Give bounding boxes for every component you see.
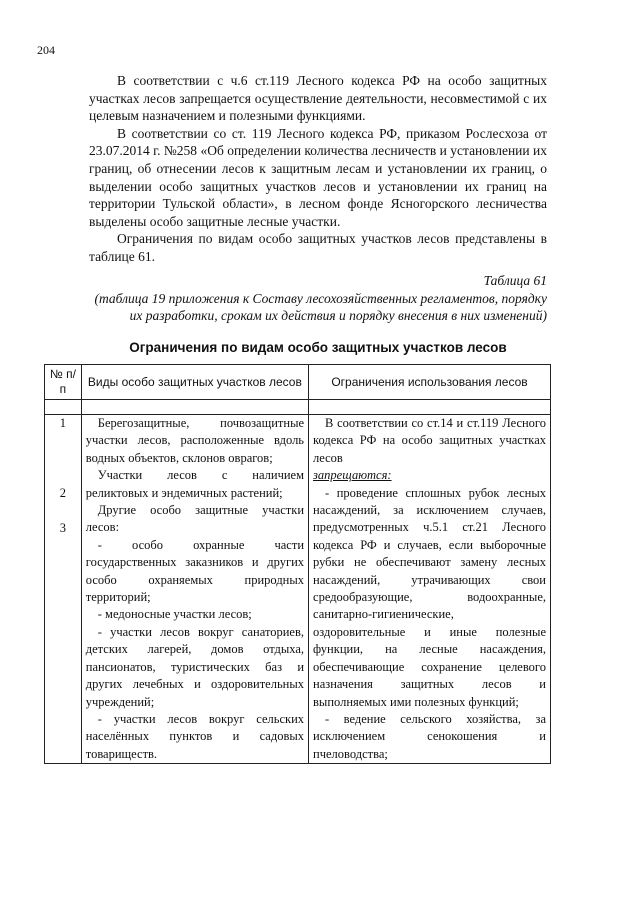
table-source-note: (таблица 19 приложения к Составу лесохозяйственных регламентов, порядку их разработки, срокам их действия и порядку внесения в них изменений) <box>94 290 547 324</box>
table-spacer-row <box>45 400 551 415</box>
table-title: Ограничения по видам особо защитных участков лесов <box>129 340 507 355</box>
type-item: - участки лесов вокруг сельских населённых пунктов и садовых товариществ. <box>85 711 305 761</box>
limit-item: - проведение сплошных рубок лесных насаждений, за исключением случаев, предусмотренных ч.5.1 ст.21 Лесного кодекса РФ и случаев, если выборочные рубки не обеспечивают замену лесных насаждений, утрачивающих свои средообразующие, водоохранные, санитарно-гигиенические, оздоровительные и иные полезные функции, на лесные насаждения, обеспечивающие сохранение целевого назначения защитных лесов и выполняемых ими полезных функций; <box>313 485 546 709</box>
types-cell <box>81 415 308 764</box>
body-text <box>89 72 547 266</box>
type-item: Берегозащитные, почвозащитные участки лесов, расположенные вдоль водных объектов, склонов оврагов; <box>85 416 305 465</box>
paragraph-3: Ограничения по видам особо защитных участков лесов представлены в таблице 61. <box>89 231 547 264</box>
type-item: Участки лесов с наличием реликтовых и эндемичных растений; <box>85 468 305 500</box>
table-row <box>45 415 551 764</box>
row-number-1: 1 <box>59 416 66 430</box>
type-item: - медоносные участки лесов; <box>97 607 252 622</box>
row-number-2: 2 <box>59 486 66 500</box>
paragraph-1: В соответствии с ч.6 ст.119 Лесного кодекса РФ на особо защитных участках лесов запрещается осуществление деятельности, несовместимой с их целевым назначением и полезными функциями. <box>89 73 547 124</box>
type-item: - участки лесов вокруг санаториев, детских лагерей, домов отдыха, пансионатов, туристических баз и других лечебных и оздоровительных учреждений; <box>85 624 305 709</box>
type-item: Другие особо защитные участки лесов: <box>85 503 305 535</box>
restrictions-table <box>44 364 551 764</box>
limit-item: - ведение сельского хозяйства, за исключением сенокошения и пчеловодства; <box>313 711 546 761</box>
row-number-3: 3 <box>59 521 66 535</box>
header-limits: Ограничения использования лесов <box>309 365 551 400</box>
table-label: Таблица 61 <box>483 273 547 288</box>
page-number: 204 <box>37 43 55 57</box>
paragraph-2: В соответствии со ст. 119 Лесного кодекса РФ, приказом Рослесхоза от 23.07.2014 г. №258 «Об определении количества лесничеств и установлении их границ, об отнесении лесов к защитным лесам и установлении их границ, о выделении особо защитных участков лесов и установлении их границ на территории Тульской области», в лесном фонде Ясногорского лесничества выделены особо защитные лесные участки. <box>89 125 547 229</box>
type-item: - особо охранные части государственных заказников и других особо охраняемых природных территорий; <box>85 537 305 605</box>
prohibited-label: запрещаются: <box>313 468 392 483</box>
table-caption <box>89 272 547 325</box>
table-header-row <box>45 365 551 400</box>
header-types: Виды особо защитных участков лесов <box>81 365 308 400</box>
limits-intro: В соответствии со ст.14 и ст.119 Лесного кодекса РФ на особо защитных участках лесов <box>313 416 546 465</box>
row-numbers-cell <box>45 415 82 764</box>
limits-cell <box>309 415 551 764</box>
header-number: № п/п <box>45 365 82 400</box>
